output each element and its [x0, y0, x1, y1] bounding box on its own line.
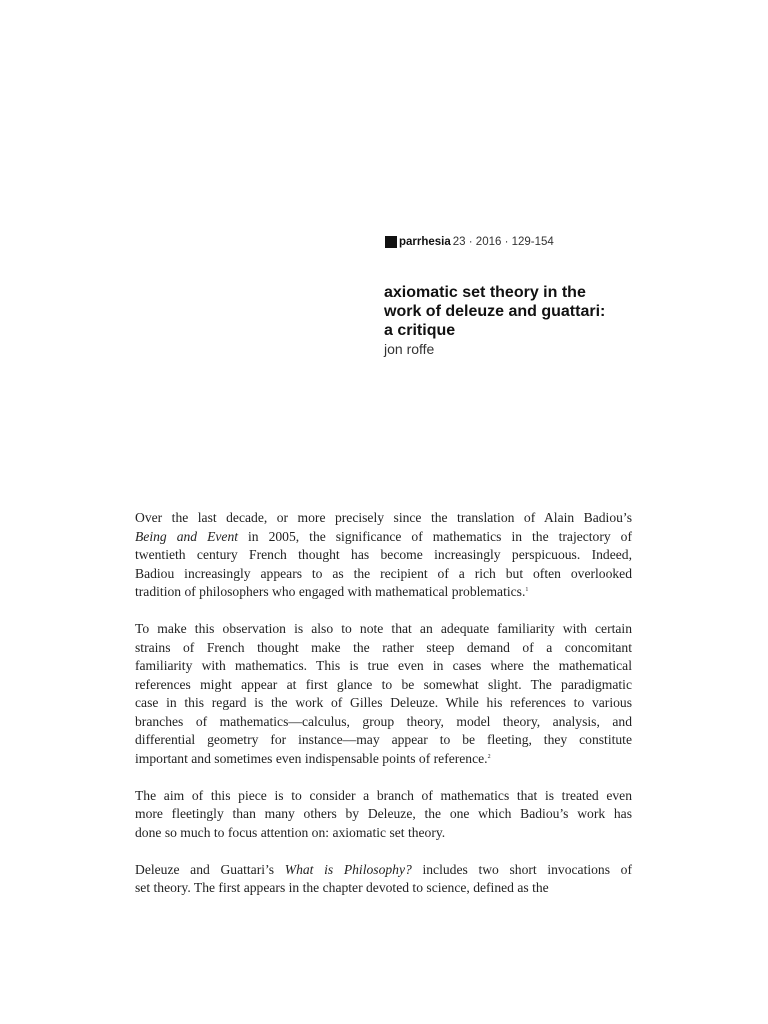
text-run: set theory. The first appears in the chapter devoted to science, defined as the [135, 880, 549, 895]
text-run: strains of French thought make the rather steep demand of a concomitant [135, 639, 632, 655]
text-line [135, 657, 632, 676]
text-run: tradition of philosophers who engaged with mathematical problematics. [135, 584, 526, 599]
text-line [135, 509, 632, 528]
text-run: The aim of this piece is to consider a branch of mathematics that is treated even [135, 787, 632, 803]
text-run: includes two short invocations of [411, 861, 633, 877]
text-line [135, 787, 632, 806]
text-line [135, 713, 632, 732]
text-line [135, 861, 632, 880]
italic-title: What is Philosophy? [284, 861, 412, 877]
text-line [135, 639, 632, 658]
title-line: a critique [384, 322, 456, 339]
text-run: done so much to focus attention on: axiomatic set theory. [135, 824, 446, 840]
title-line: work of deleuze and guattari: [384, 303, 606, 320]
text-run: references might appear at first glance to be somewhat slight. The paradigmatic [135, 676, 632, 692]
text-line [135, 694, 632, 713]
text-line [135, 731, 632, 750]
italic-title: Being and Event [135, 528, 239, 544]
journal-citation: 23 · 2016 · 129-154 [452, 236, 554, 248]
author-name: jon roffe [384, 341, 435, 357]
text-run: case in this regard is the work of Gilles Deleuze. While his references to various [135, 695, 632, 710]
text-line [135, 805, 632, 824]
text-line [135, 824, 632, 843]
text-line [135, 583, 632, 602]
square-icon [385, 236, 397, 248]
footnote-marker: 2 [487, 753, 491, 760]
text-run: Over the last decade, or more precisely since the translation of Alain Badiou’s [135, 510, 632, 525]
text-run: in 2005, the significance of mathematics in the trajectory of [238, 528, 632, 544]
text-run: familiarity with mathematics. This is true even in cases where the mathematical [135, 658, 632, 673]
journal-header [385, 236, 554, 248]
footnote-marker: 1 [525, 587, 529, 593]
article-body [135, 509, 632, 916]
text-run: differential geometry for instance—may appear to be fleeting, they constitute [135, 732, 632, 747]
text-line [135, 676, 632, 695]
text-run: important and sometimes even indispensable points of reference. [135, 750, 488, 766]
body-paragraph [135, 509, 632, 602]
text-line [135, 879, 632, 898]
text-line [135, 528, 632, 547]
body-paragraph [135, 861, 632, 898]
body-paragraph [135, 620, 632, 768]
text-run: To make this observation is also to note that an adequate familiarity with certain [135, 621, 632, 636]
text-run: Badiou increasingly appears to as the recipient of a rich but often overlooked [135, 565, 632, 581]
text-run: Deleuze and Guattari’s [135, 861, 285, 877]
text-line [135, 565, 632, 584]
text-line [135, 546, 632, 565]
body-paragraph [135, 787, 632, 843]
journal-name: parrhesia [399, 236, 451, 248]
text-run: more fleetingly than many others by Deleuze, the one which Badiou’s work has [135, 806, 632, 821]
text-run: twentieth century French thought has become increasingly perspicuous. Indeed, [135, 547, 632, 562]
text-run: branches of mathematics—calculus, group theory, model theory, analysis, and [135, 713, 632, 729]
article-title [384, 283, 684, 340]
title-line: axiomatic set theory in the [384, 284, 586, 301]
text-line [135, 620, 632, 639]
text-line [135, 750, 632, 769]
